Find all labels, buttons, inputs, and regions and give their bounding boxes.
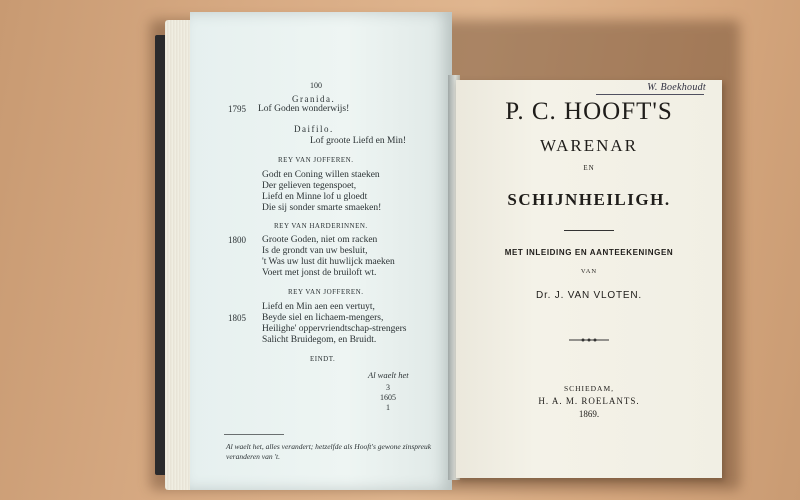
owner-signature: W. Boekhoudt (647, 82, 706, 93)
stanza-3-line-1: Liefd en Min aen een vertuyt, (262, 302, 375, 312)
stanza-2-line-4: Voert met jonst de bruiloft wt. (262, 268, 377, 278)
footnote-line-1: Al waelt het, alles verandert; hetzelfde als Hooft's gewone zinspreuk (226, 442, 432, 451)
stanza-2-line-1: Groote Goden, niet om racken (262, 235, 378, 245)
title-warenar: WARENAR (539, 136, 639, 155)
stanza-3-line-4: Salicht Bruidegom, en Bruidt. (262, 335, 377, 345)
line-number-1800: 1800 (228, 235, 246, 245)
stanza-2-line-2: Is de grondt van uw besluit, (262, 246, 368, 256)
title-schijnheiligh: SCHIJNHEILIGH. (507, 190, 671, 209)
stanza-1-line-4: Die sij sonder smarte smaeken! (262, 203, 382, 213)
speaker-granida: Granida. (292, 94, 336, 104)
speaker-daifilo: Daifilo. (294, 124, 334, 134)
title-page (456, 80, 722, 478)
motto-text: Al waelt het (368, 370, 409, 380)
line-daifilo: Lof groote Liefd en Min! (310, 136, 407, 146)
author-name: Dr. J. VAN VLOTEN. (536, 290, 642, 301)
stanza-1-line-2: Der gelieven tegenspoet, (262, 181, 357, 191)
stanza-3-line-3: Heilighe' oppervriendtschap-strengers (262, 324, 407, 334)
line-number-1805: 1805 (228, 313, 246, 323)
heading-rey-jofferen-2: REY VAN JOFFEREN. (288, 288, 364, 296)
page-number: 100 (310, 81, 322, 90)
footnote-line-2: veranderen van 't. (226, 452, 281, 461)
title-hoofts: P. C. HOOFT'S (505, 98, 673, 125)
stanza-1-line-3: Liefd en Minne lof u gloedt (262, 192, 368, 202)
imprint-year: 1869. (578, 409, 600, 419)
subtitle-met-inleiding: MET INLEIDING EN AANTEEKENINGEN (504, 248, 674, 257)
ornament-icon (569, 337, 609, 343)
motto-number-2: 1605 (380, 393, 396, 402)
line-number-1795: 1795 (228, 104, 246, 114)
title-rule (564, 230, 614, 231)
footnote-rule (224, 434, 284, 435)
ornament-divider (456, 336, 722, 345)
signature-underline (596, 94, 704, 95)
stanza-3-line-2: Beyde siel en lichaem-mengers, (262, 313, 384, 323)
stanza-1-line-1: Godt en Coning willen staeken (262, 170, 380, 180)
imprint-city: SCHIEDAM, (563, 384, 615, 393)
title-en: EN (583, 164, 595, 172)
eindt-label: EINDT. (310, 355, 336, 363)
stanza-2-line-3: 't Was uw lust dit huwlijck maeken (262, 257, 395, 267)
motto-number-3: 1 (386, 403, 390, 412)
imprint-publisher: H. A. M. ROELANTS. (538, 396, 640, 406)
heading-rey-jofferen-1: REY VAN JOFFEREN. (278, 156, 354, 164)
motto-number-1: 3 (386, 383, 390, 392)
left-page (190, 12, 452, 490)
heading-rey-harderinnen: REY VAN HARDERINNEN. (274, 222, 368, 230)
subtitle-van: VAN (580, 268, 598, 275)
line-1795: Lof Goden wonderwijs! (258, 104, 350, 114)
